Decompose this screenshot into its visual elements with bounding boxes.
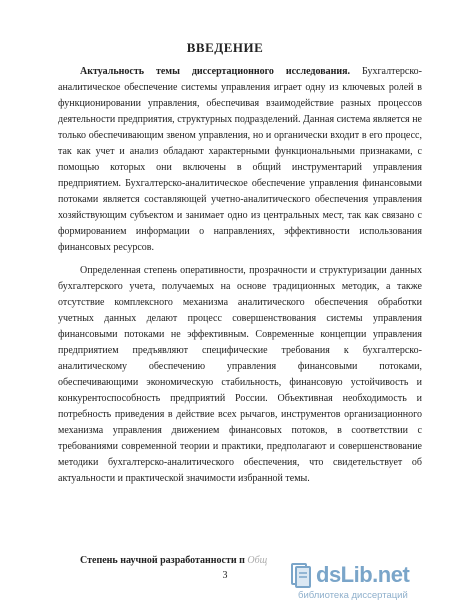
watermark-logo: dsLib.net — [316, 562, 410, 587]
paragraph-text: Определенная степень оперативности, прозрачности и структуризации данных бухгалтерского учета, получаемых на основе традиционных методик, а также отсутствие комплексного механизма аналитического обеспечения обработки учетных данных делают процесс совершенствования системы управления финансовыми потоками не эффективным. Современные концепции управления предприятием предъявляют специфические требования к бухгалтерско-аналитическому обеспечению управления финансовыми потоками, обеспечивающими экономическую стабильность, финансовую устойчивость и конкурентоспособность предприятий России. Объективная необходимость и потребность приведения в действие всех рычагов, инструментов организационного механизма управления движением финансовых потоков, в соответствии с требованиями современной теории и практики, предполагают и совершенствование методики бухгалтерско-аналитического обеспечения, что свидетельствует об актуальности и практической значимости избранной темы. — [58, 265, 422, 484]
dslib-watermark — [290, 562, 440, 606]
paragraph-relevance — [58, 64, 422, 256]
paragraph-context — [58, 263, 422, 487]
truncated-faded-text: Общ — [244, 555, 268, 566]
truncated-lead: Степень научной разработанности п — [80, 555, 245, 566]
page-number: 3 — [222, 570, 228, 581]
book-icon — [290, 562, 312, 588]
document-body — [58, 64, 422, 491]
watermark-subtitle: библиотека диссертаций — [298, 590, 408, 601]
paragraph-text: Бухгалтерско-аналитическое обеспечение системы управления играет одну из ключевых ролей в функционировании управления, обеспечивая взаимодействие разных процессов деятельности предприятия, структурных подразделений. Данная система является не только обеспечивающим звеном управления, но и органически входит в его процесс, так как учет и анализ обладают характерными функциональными признаками, с помощью которых они включены в общий инструментарий управления предприятием. Бухгалтерско-аналитическое обеспечение управления финансовыми потоками является составляющей учетно-аналитического обеспечения управления хозяйствующим субъектом и занимает одно из центральных мест, так как связано с формированием информации о направлениях, эффективности использования финансовых ресурсов. — [58, 66, 422, 253]
page-title: ВВЕДЕНИЕ — [186, 40, 264, 55]
paragraph-lead: Актуальность темы диссертационного исследования. — [80, 66, 351, 77]
